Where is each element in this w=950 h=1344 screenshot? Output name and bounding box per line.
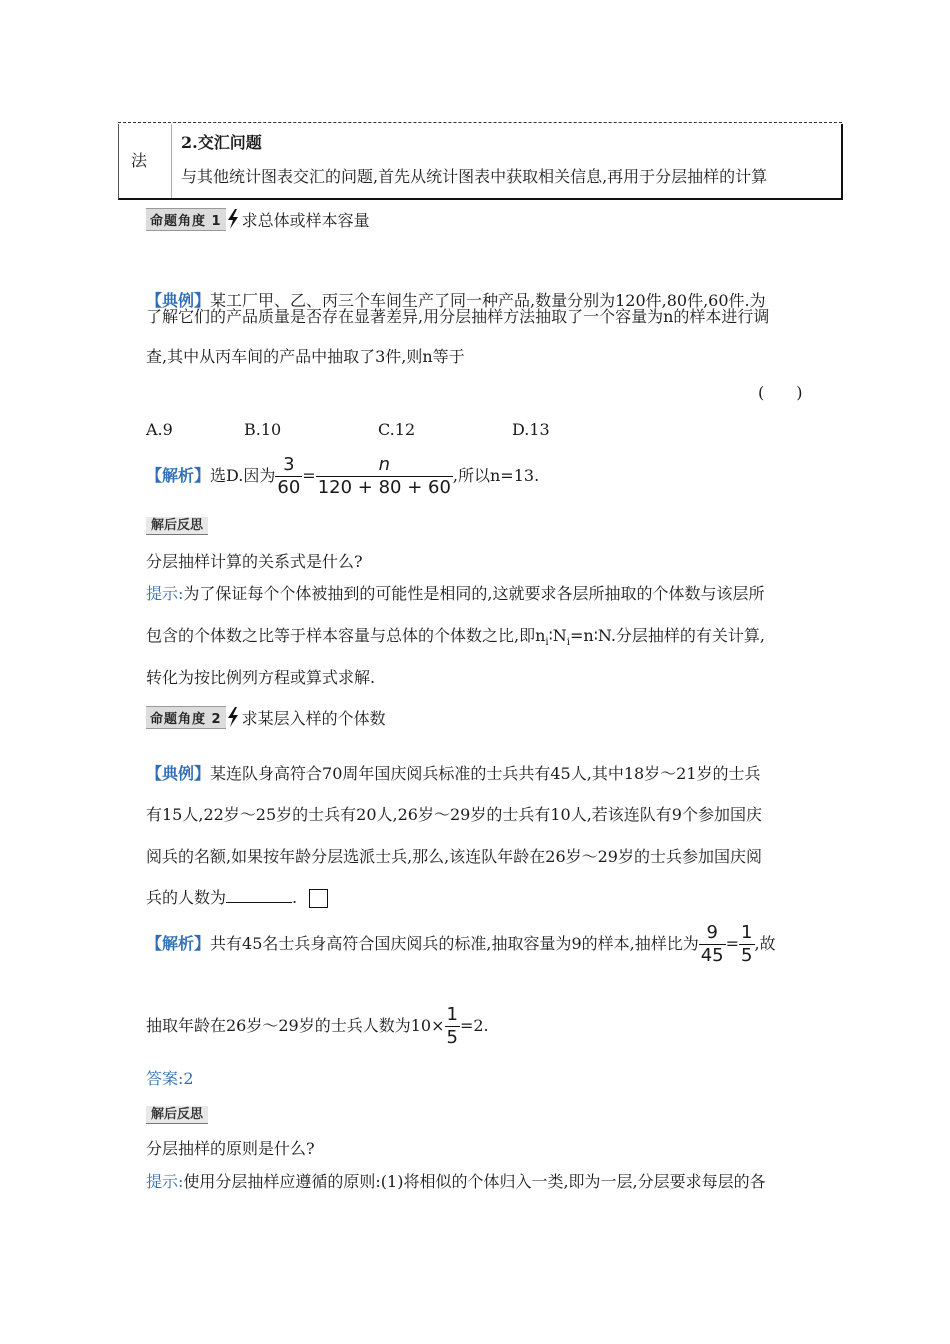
hint-line2: 包含的个体数之比等于样本容量与总体的个体数之比,即$n_i∶N_i=n∶N$.分层抽样的有关计算, bbox=[146, 626, 766, 649]
box-heading: 2.交汇问题 bbox=[181, 133, 262, 152]
box-side-label: 法 bbox=[131, 151, 148, 170]
example-tag: 【典例】 bbox=[146, 764, 211, 783]
angle1-header bbox=[146, 208, 370, 230]
hint-line1: 提示:为了保证每个个体被抽到的可能性是相同的,这就要求各层所抽取的个体数与该层所 bbox=[146, 584, 765, 603]
example2-line3: 阅兵的名额,如果按年龄分层选派士兵,那么,该连队年龄在26岁～29岁的士兵参加国庆阅 bbox=[146, 847, 762, 866]
reflect-question: 分层抽样计算的关系式是什么? bbox=[146, 552, 363, 571]
fraction: $\frac{n}{120 + 80 + 60}$ bbox=[317, 453, 451, 498]
example1-line2: 了解它们的产品质量是否存在显著差异,用分层抽样方法抽取了一个容量为n的样本进行调 bbox=[146, 307, 770, 326]
answer-line: 答案:2 bbox=[146, 1069, 194, 1088]
example2-line2: 有15人,22岁～25岁的士兵有20人,26岁～29岁的士兵有10人,若该连队有9个参加国庆 bbox=[146, 805, 762, 824]
analysis-tag: 【解析】 bbox=[146, 934, 211, 953]
lightning-icon bbox=[226, 208, 240, 230]
hint-line3: 转化为按比例列方程或算式求解. bbox=[146, 668, 376, 687]
hint-tag: 提示: bbox=[146, 584, 184, 603]
box-divider bbox=[171, 124, 172, 198]
fraction: $\frac{9}{45}$ bbox=[700, 921, 724, 966]
analysis-tag: 【解析】 bbox=[146, 466, 211, 485]
fraction: $\frac{3}{60}$ bbox=[277, 453, 301, 498]
hint-tag: 提示: bbox=[146, 1172, 184, 1191]
checkbox-square bbox=[309, 889, 328, 908]
reflect-label: 解后反思 bbox=[146, 1106, 208, 1124]
angle-title: 求总体或样本容量 bbox=[241, 210, 370, 230]
example1-line3: 查,其中从丙车间的产品中抽取了3件,则n等于 bbox=[146, 347, 465, 366]
reflect-label: 解后反思 bbox=[146, 517, 208, 535]
fraction: $\frac{1}{5}$ bbox=[446, 1003, 458, 1048]
option-d: D.13 bbox=[512, 420, 550, 439]
angle-title: 求某层入样的个体数 bbox=[241, 708, 386, 728]
option-c: C.12 bbox=[378, 420, 416, 439]
example-tag: 【典例】 bbox=[146, 291, 211, 310]
fraction: $\frac{1}{5}$ bbox=[741, 921, 753, 966]
box-text: 与其他统计图表交汇的问题,首先从统计图表中获取相关信息,再用于分层抽样的计算 bbox=[181, 167, 768, 186]
reflect-header bbox=[146, 1103, 208, 1122]
reflect-header bbox=[146, 514, 208, 533]
option-b: B.10 bbox=[244, 420, 282, 439]
analysis1: 【解析】 选D.因为 $\frac{3}{60}$ = $\frac{n}{120 + 80 + 60}$ ,所以n=13. bbox=[146, 453, 540, 498]
example1-line1: 【典例】某工厂甲、乙、丙三个车间生产了同一种产品,数量分别为120件,80件,60件.为 bbox=[146, 291, 766, 310]
method-box bbox=[118, 124, 843, 200]
angle-badge: 命题角度 1 bbox=[146, 208, 226, 231]
dashed-border bbox=[118, 122, 842, 123]
example2-line4: 兵的人数为 . bbox=[146, 888, 328, 908]
lightning-icon bbox=[226, 706, 240, 728]
analysis2-line1: 【解析】 共有45名士兵身高符合国庆阅兵的标准,抽取容量为9的样本,抽样比为 $\frac{9}{45}$ = $\frac{1}{5}$ ,故 bbox=[146, 921, 776, 966]
analysis2-line2: 抽取年龄在26岁～29岁的士兵人数为10× $\frac{1}{5}$ =2. bbox=[146, 1003, 489, 1048]
hint-line1: 提示:使用分层抽样应遵循的原则:(1)将相似的个体归入一类,即为一层,分层要求每层的各 bbox=[146, 1172, 766, 1191]
example2-line1: 【典例】某连队身高符合70周年国庆阅兵标准的士兵共有45人,其中18岁～21岁的士兵 bbox=[146, 764, 761, 783]
answer-blank bbox=[226, 888, 292, 903]
angle-badge: 命题角度 2 bbox=[146, 706, 226, 729]
reflect-question: 分层抽样的原则是什么? bbox=[146, 1139, 315, 1158]
option-a: A.9 bbox=[146, 420, 173, 439]
angle2-header bbox=[146, 706, 386, 728]
answer-paren: ( ) bbox=[758, 383, 803, 402]
